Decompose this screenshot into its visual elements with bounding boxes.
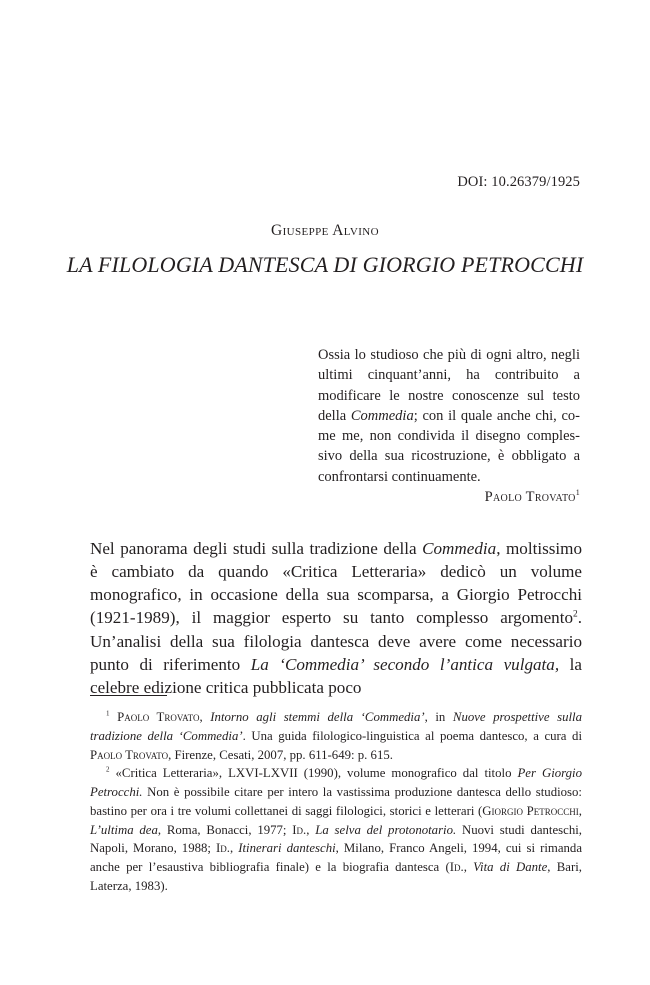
footnote-marker: 1	[106, 709, 110, 718]
epigraph-author: Paolo Trovato$^1$	[484, 488, 580, 506]
epigraph-text: Ossia lo studioso che più di ogni altro, negli ultimi cinquant’anni, ha contribuito a modificare le nostre conoscenze sul testo della Commedia; con il quale anche chi, come me, non condivida il disegno complessivo della sua ricostruzione, è obbligato a confrontarsi continuamente.	[318, 347, 580, 485]
footnote-1: $^1$ Paolo Trovato, Intorno agli stemmi della ‘Commedia’, in Nuove prospettive sulla tradizione della ‘Commedia’. Una guida filologico-linguistica al poema dantesco, a cura di Paolo Trovato, Firenze, Cesati, 2007, pp. 611-649: p. 615.	[90, 709, 583, 762]
footnote-ref-1[interactable]: 1	[575, 488, 580, 498]
footnote-ref-2[interactable]: 2	[573, 609, 578, 620]
epigraph	[318, 345, 580, 507]
body-paragraph: Nel panorama degli studi sulla tradizione della Commedia, moltissimo è cambiato da quando «Critica Letteraria» dedicò un volume monografico, in occasione della sua scomparsa, a Giorgio Petrocchi (1921-1989), il maggior esperto su tanto complesso argomento$^2$. Un’analisi della sua filologia dantesca deve avere come necessario punto di riferimento La ‘Commedia’ secondo l’antica vulgata, la celebre edizione critica pubblicata poco	[90, 539, 582, 697]
article-title: LA FILOLOGIA DANTESCA DI GIORGIO PETROCCHI	[66, 252, 584, 277]
footnote-divider	[90, 695, 167, 696]
footnote-marker: 2	[106, 765, 110, 774]
footnotes	[90, 708, 582, 896]
doi: DOI: 10.26379/1925	[457, 174, 580, 190]
footnote-2: $^2$ «Critica Letteraria», LXVI-LXVII (1990), volume monografico dal titolo Per Giorgio Petrocchi. Non è possibile citare per intero la vastissima produzione dantesca dello studioso: bastino per ora i tre volumi collettanei di saggi filologici, storici e letterari (Giorgio Petrocchi, L’ultima dea, Roma, Bonacci, 1977; Id., La selva del protonotario. Nuovi studi danteschi, Napoli, Morano, 1988; Id., Itinerari danteschi, Milano, Franco Angeli, 1994, cui si rimanda anche per l’esaustiva bibliografia finale) e la biografia dantesca (Id., Vita di Dante, Bari, Laterza, 1983).	[90, 765, 582, 893]
article-author: Giuseppe Alvino	[270, 222, 379, 239]
